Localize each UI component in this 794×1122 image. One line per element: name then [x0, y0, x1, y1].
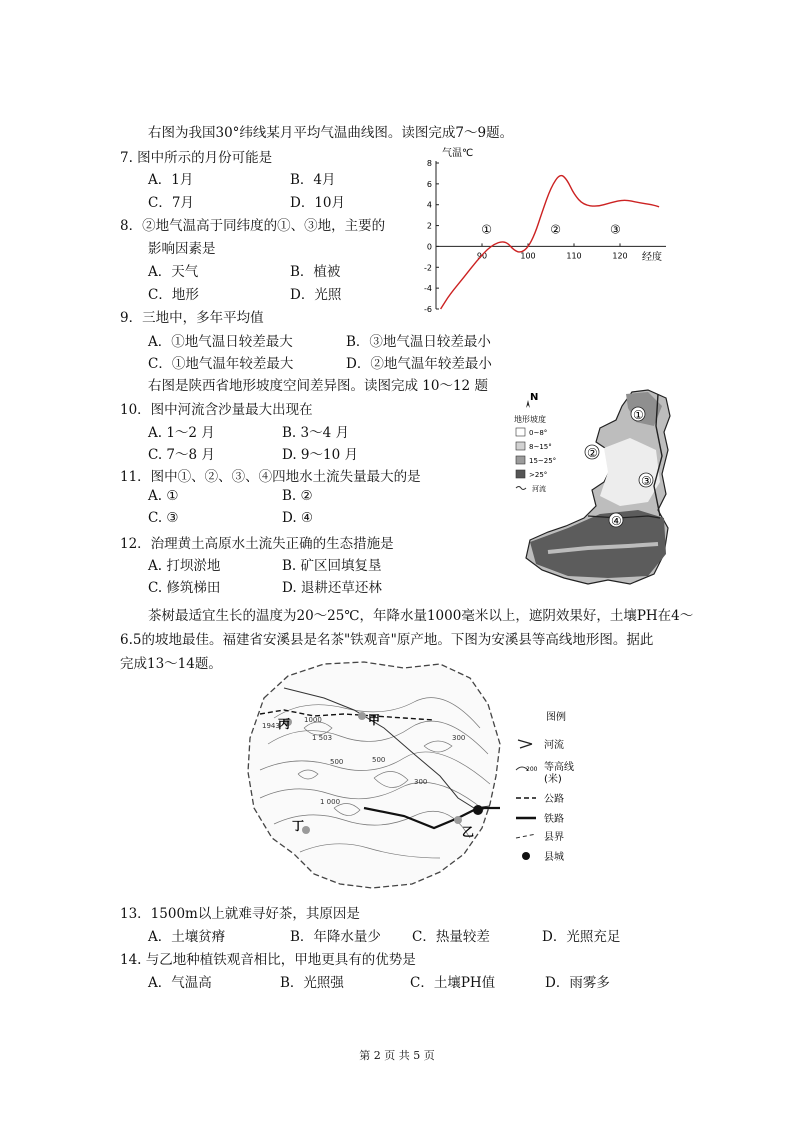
county-boundary: [248, 662, 500, 888]
marker-3-label: ③: [641, 474, 652, 488]
y-tick-label: 0: [426, 242, 432, 252]
y-tick-label: -2: [424, 263, 432, 273]
region-label-3: ③: [610, 222, 621, 237]
x-tick-label: 120: [612, 251, 628, 261]
q7-option-a[interactable]: A．1月: [148, 172, 194, 188]
q8-option-a[interactable]: A．天气: [148, 264, 199, 280]
marker-4-label: ④: [611, 514, 622, 528]
legend-boundary-symbol: [516, 834, 536, 838]
x-tick-label: 100: [520, 251, 536, 261]
temperature-chart: [418, 143, 674, 323]
legend-contour-sample: 200: [526, 766, 538, 773]
q11-option-a[interactable]: A. ①: [148, 488, 179, 504]
intro-q13-14-line2: 6.5的坡地最佳。福建省安溪县是名茶"铁观音"原产地。下图为安溪县等高线地形图。据此: [120, 632, 654, 648]
region-label-2: ②: [550, 222, 561, 237]
legend-county-seat-symbol: [522, 852, 530, 860]
place-ding-label: 丁: [292, 819, 305, 833]
legend-label-over-25: >25°: [529, 471, 548, 479]
q11-option-c[interactable]: C. ③: [148, 510, 179, 526]
q13-option-a[interactable]: A．土壤贫瘠: [148, 929, 226, 945]
q11-option-b[interactable]: B. ②: [282, 488, 313, 504]
q9-option-a[interactable]: A．①地气温日较差最大: [148, 334, 293, 350]
loess-flat-zone: [600, 438, 660, 506]
region-label-1: ①: [481, 222, 492, 237]
q9-option-b[interactable]: B．③地气温日较差最小: [346, 334, 491, 350]
q8-stem-line1: 8．②地气温高于同纬度的①、③地，主要的: [120, 218, 386, 234]
marker-2-label: ②: [587, 446, 598, 460]
chart-annotations: [481, 223, 621, 237]
intro-q13-14-line3: 完成13～14题。: [120, 656, 222, 672]
temperature-line-series-0: [441, 176, 659, 309]
elevation-label-1000-a: 1000: [304, 716, 322, 724]
q9-option-c[interactable]: C．①地气温年较差最大: [148, 356, 294, 372]
intro-q7-9: 右图为我国30°纬线某月平均气温曲线图。读图完成7～9题。: [148, 125, 514, 141]
slope-legend-title: 地形坡度: [514, 415, 546, 424]
elevation-label-500-a: 500: [330, 758, 344, 766]
legend-swatch-0-8: [516, 428, 525, 436]
q7-option-d[interactable]: D．10月: [290, 195, 346, 211]
q7-option-c[interactable]: C．7月: [148, 195, 194, 211]
y-tick-label: -6: [424, 305, 432, 314]
q8-option-b[interactable]: B．植被: [290, 264, 341, 280]
legend-label-county-seat: 县城: [544, 852, 564, 863]
legend-label-contour: 等高线: [544, 762, 574, 773]
q8-option-c[interactable]: C．地形: [148, 287, 199, 303]
elevation-label-1000-b: 1 000: [320, 798, 341, 806]
q13-option-b[interactable]: B．年降水量少: [290, 929, 381, 945]
chart-series: [441, 176, 659, 309]
elevation-label-300-b: 300: [414, 778, 428, 786]
legend-label-0-8: 0~8°: [529, 429, 548, 437]
anxi-legend: [516, 710, 574, 863]
legend-swatch-15-25: [516, 456, 525, 464]
chart-y-label: 气温℃: [442, 148, 474, 159]
q10-stem: 10．图中河流含沙量最大出现在: [120, 402, 313, 418]
place-yi-label: 乙: [462, 825, 475, 839]
q9-option-d[interactable]: D．②地气温年较差最小: [346, 356, 492, 372]
y-tick-label: 6: [426, 179, 432, 189]
q10-option-b[interactable]: B. 3～4 月: [282, 425, 349, 441]
legend-label-boundary: 县界: [544, 832, 564, 843]
q14-stem: 14. 与乙地种植铁观音相比，甲地更具有的优势是: [120, 952, 416, 968]
x-tick-label: 110: [566, 251, 582, 261]
page-number-footer: 第 2 页 共 5 页: [359, 1049, 435, 1062]
legend-label-river: 河流: [532, 485, 546, 493]
elevation-label-300-a: 300: [452, 734, 466, 742]
q10-option-a[interactable]: A. 1～2 月: [148, 425, 215, 441]
elevation-label-1943: 1943: [262, 722, 280, 730]
legend-label-railway: 铁路: [544, 814, 564, 825]
q7-option-b[interactable]: B．4月: [290, 172, 336, 188]
q14-option-d[interactable]: D．雨雾多: [545, 975, 610, 991]
q10-option-c[interactable]: C. 7～8 月: [148, 447, 215, 463]
q7-stem: 7. 图中所示的月份可能是: [120, 150, 273, 166]
legend-label-highway: 公路: [544, 794, 564, 805]
q10-option-d[interactable]: D. 9～10 月: [282, 447, 358, 463]
q14-option-b[interactable]: B．光照强: [280, 975, 344, 991]
chart-ticks: [424, 159, 628, 314]
q12-option-b[interactable]: B. 矿区回填复垦: [282, 558, 382, 574]
x-tick-label: 90: [476, 251, 488, 261]
anxi-legend-title: 图例: [546, 712, 566, 723]
north-arrow-label: N: [530, 392, 539, 403]
q11-stem: 11．图中①、②、③、④四地水土流失量最大的是: [120, 469, 421, 485]
place-yi-dot: [454, 816, 462, 824]
place-jia-dot: [358, 712, 366, 720]
q11-option-d[interactable]: D. ④: [282, 510, 314, 526]
legend-river-symbol: [518, 740, 532, 748]
y-tick-label: -4: [424, 284, 432, 294]
place-bing-label: 丙: [278, 717, 291, 731]
q12-stem: 12．治理黄土高原水土流失正确的生态措施是: [120, 536, 394, 552]
q8-option-d[interactable]: D．光照: [290, 287, 342, 303]
legend-river-icon: [516, 487, 526, 490]
q12-option-c[interactable]: C. 修筑梯田: [148, 580, 221, 596]
y-tick-label: 4: [426, 200, 432, 210]
q12-option-a[interactable]: A. 打坝淤地: [148, 558, 221, 574]
legend-label-8-15: 8~15°: [529, 443, 552, 451]
q14-option-a[interactable]: A．气温高: [148, 975, 212, 991]
elevation-label-500-b: 500: [372, 756, 386, 764]
place-jia-label: 甲: [368, 713, 381, 727]
q9-stem: 9．三地中，多年平均值: [120, 310, 264, 326]
anxi-contour-map: [244, 658, 624, 890]
marker-1-label: ①: [633, 408, 644, 422]
q13-option-c[interactable]: C．热量较差: [412, 929, 490, 945]
chart-x-label: 经度: [642, 252, 662, 263]
q13-stem: 13．1500m以上就难寻好茶，其原因是: [120, 906, 360, 922]
legend-swatch-8-15: [516, 442, 525, 450]
elevation-label-1503: 1 503: [312, 734, 333, 742]
legend-label-contour-unit: (米): [544, 774, 562, 785]
shaanxi-slope-map: [508, 386, 678, 588]
legend-label-river: 河流: [544, 740, 564, 751]
slope-legend: [516, 428, 556, 493]
y-tick-label: 2: [426, 221, 432, 231]
intro-q10-12: 右图是陕西省地形坡度空间差异图。读图完成 10～12 题: [148, 378, 488, 394]
county-seat-icon: [473, 805, 483, 815]
q13-option-d[interactable]: D．光照充足: [542, 929, 621, 945]
q14-option-c[interactable]: C．土壤PH值: [410, 975, 496, 991]
legend-swatch-over-25: [516, 470, 525, 478]
intro-q13-14-line1: 茶树最适宜生长的温度为20～25℃，年降水量1000毫米以上，遮阴效果好，土壤PH在4～: [148, 608, 694, 624]
legend-label-15-25: 15~25°: [529, 457, 557, 465]
y-tick-label: 8: [426, 159, 432, 168]
q12-option-d[interactable]: D. 退耕还草还林: [282, 580, 382, 596]
q8-stem-line2: 影响因素是: [148, 241, 216, 257]
